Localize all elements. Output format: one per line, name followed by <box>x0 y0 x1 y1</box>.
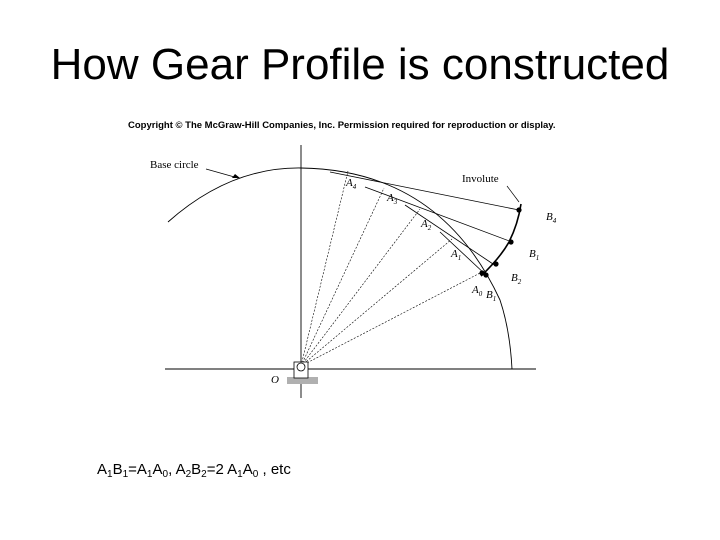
center-pin <box>297 363 305 371</box>
radial-line-a3 <box>301 188 384 366</box>
radial-line-a4 <box>301 171 348 366</box>
involute-label: Involute <box>462 173 499 185</box>
label-b4: $B_4$ <box>546 211 557 225</box>
caption-part: $=A_1$ <box>128 461 153 480</box>
caption-part: , etc <box>258 461 291 478</box>
caption-part: , $A_2$ <box>168 461 192 480</box>
point-b2-dot <box>493 261 498 266</box>
point-b3-dot <box>508 239 513 244</box>
label-b1: $B_1$ <box>486 289 497 303</box>
caption-part: $A_1$ <box>97 461 113 480</box>
point-b4-dot <box>516 207 521 212</box>
involute-curve <box>481 204 521 276</box>
label-a3: $A_3$ <box>387 192 398 206</box>
radial-line-a1 <box>301 239 452 366</box>
slide-title: How Gear Profile is constructed <box>50 40 670 89</box>
label-a2: $A_2$ <box>421 218 432 232</box>
base-circle-arrowhead <box>232 174 240 178</box>
involute-pointer <box>507 186 519 202</box>
center-label: O <box>271 374 279 386</box>
label-a0: $A_0$ <box>472 284 483 298</box>
point-a0-dot <box>479 270 484 275</box>
label-a1: $A_1$ <box>451 248 462 262</box>
caption-part: $B_1$ <box>112 461 129 480</box>
label-a4: $A_4$ <box>346 177 357 191</box>
label-b2: $B_2$ <box>511 272 522 286</box>
caption-part: $A_0$ <box>242 461 259 480</box>
radial-line-a0 <box>301 272 482 366</box>
radial-line-a2 <box>301 209 420 366</box>
caption-part: =2 $A_1$ <box>206 461 243 480</box>
caption-part: $B_2$ <box>191 461 207 480</box>
tangent-a1-b1 <box>440 232 486 275</box>
label-b3: $B_1$ <box>529 248 540 262</box>
caption-part: $A_0$ <box>152 461 169 480</box>
copyright-notice: Copyright © The McGraw-Hill Companies, Inc. Permission required for reproduction or display. <box>128 120 556 131</box>
construction-caption <box>97 461 291 480</box>
base-circle-label: Base circle <box>150 159 199 171</box>
